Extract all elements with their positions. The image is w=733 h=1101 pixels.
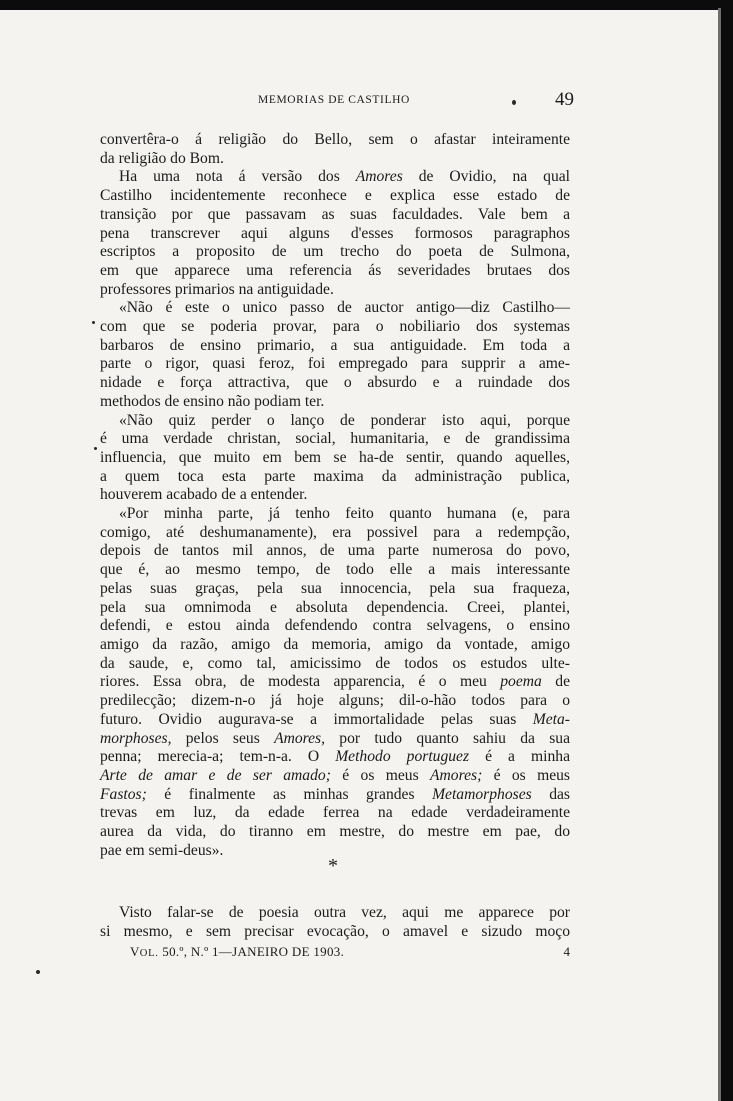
text-fragment: transição por que passavam as suas faculdades. Vale bem a [100, 205, 570, 223]
text-fragment: futuro. Ovidio augurava-se a immortalidade pelas suas [100, 710, 533, 728]
scan-border-shadow [718, 8, 721, 1101]
text-fragment: «Não quiz perder o lanço de ponderar isto aqui, porque [119, 411, 570, 429]
text-line [100, 225, 570, 244]
text-line [100, 318, 570, 337]
text-line [100, 580, 570, 599]
scan-border-right [721, 0, 733, 1101]
text-fragment: houverem acabado de a entender. [100, 486, 308, 504]
text-fragment: convertêra-o á religião do Bello, sem o afastar inteiramente [100, 131, 570, 148]
section-separator: * [328, 855, 338, 877]
page-header [100, 91, 578, 117]
text-line [100, 449, 570, 468]
sheet-number: 4 [563, 944, 570, 959]
text-fragment: trevas em luz, da edade ferrea na edade verdadeiramente [100, 804, 570, 822]
text-fragment: riores. Essa obra, de modesta apparencia, é o meu [100, 673, 501, 691]
text-line [100, 923, 570, 942]
text-fragment: pelos seus [171, 729, 275, 747]
text-fragment: pelas suas graças, pela sua innocencia, pela sua fraqueza, [100, 579, 570, 597]
text-fragment: é os meus [330, 766, 430, 784]
text-fragment: pena transcrever aqui alguns d'esses formosos paragraphos [100, 224, 570, 242]
text-fragment: parte o rigor, quasi feroz, foi empregado para supprir a ame- [100, 355, 570, 373]
text-line [100, 355, 570, 374]
text-fragment: comigo, até deshumanamente), era possivel para a redempção, [100, 523, 570, 541]
italic-text: Methodo portuguez [335, 748, 470, 766]
text-fragment: depois de tantos mil annos, de uma parte numerosa do povo, [100, 542, 570, 560]
text-line [100, 524, 570, 543]
text-line [100, 542, 570, 561]
text-line [100, 748, 570, 767]
text-line [100, 393, 570, 412]
text-line [100, 262, 570, 281]
text-line [100, 430, 570, 449]
text-fragment: penna; merecia-a; tem-n-a. O [100, 748, 336, 766]
italic-text: morphoses, [100, 729, 172, 747]
signature-rest: 50.º, N.º 1—JANEIRO DE 1903. [158, 944, 345, 959]
text-fragment: Visto falar-se de poesia outra vez, aqui me apparece por [119, 904, 570, 921]
italic-text: poema [500, 673, 542, 691]
text-fragment: da religião do Bom. [100, 149, 224, 167]
text-fragment: professores primarios na antiguidade. [100, 280, 334, 298]
text-fragment: Castilho incidentemente reconhece e explica esse estado de [100, 187, 570, 205]
text-fragment: si mesmo, e sem precisar evocação, o amavel e sizudo moço [100, 922, 570, 940]
text-line [100, 786, 570, 805]
running-title: MEMORIAS DE CASTILHO [258, 94, 410, 106]
text-fragment: em que apparece uma referencia ás severidades brutaes dos [100, 261, 570, 279]
text-line [100, 206, 570, 225]
text-line [100, 131, 570, 150]
text-fragment: defendi, e estou ainda defendendo contra selvagens, o ensino [100, 617, 570, 635]
text-fragment: pae em semi-deus». [100, 841, 224, 859]
text-fragment: predilecção; dizem-n-o já hoje alguns; dil-o-hão todos para o [100, 692, 570, 710]
text-line [100, 150, 570, 169]
text-line [100, 730, 570, 749]
italic-text: Amores, [274, 729, 326, 747]
text-line [100, 486, 570, 505]
text-fragment: de [541, 673, 570, 691]
text-fragment: é os meus [482, 766, 571, 784]
body-text [100, 131, 570, 860]
signature-smallcaps: OL. [139, 948, 159, 959]
text-line [100, 692, 570, 711]
ink-speck [36, 970, 40, 974]
text-line [100, 337, 570, 356]
text-line [100, 561, 570, 580]
text-fragment: escriptos a proposito de um trecho do poeta de Sulmona, [100, 243, 570, 261]
text-line [100, 617, 570, 636]
text-line [100, 281, 570, 300]
text-fragment: aurea da vida, do tiranno em mestre, do mestre em pae, do [100, 823, 570, 841]
text-fragment: é finalmente as minhas grandes [146, 785, 433, 803]
text-line [100, 374, 570, 393]
text-fragment: por tudo quanto sahiu da sua [325, 729, 571, 747]
scan-border-top [0, 0, 733, 10]
text-line [100, 299, 570, 318]
text-fragment: é uma verdade christan, social, humanitaria, e de grandissima [100, 430, 570, 448]
italic-text: Amores [355, 168, 403, 186]
text-fragment: da saude, e, como tal, amicissimo de todos os estudos ulte- [100, 654, 570, 672]
text-fragment: nidade e força attractiva, que o absurdo e a ruindade dos [100, 374, 570, 392]
italic-text: Arte de amar e de ser amado; [100, 766, 331, 784]
text-fragment: methodos de ensino não podiam ter. [100, 392, 325, 410]
text-line [100, 711, 570, 730]
text-line [100, 187, 570, 206]
text-line [100, 823, 570, 842]
page-number: 49 [555, 89, 574, 110]
text-line [100, 243, 570, 262]
ink-speck [94, 447, 97, 450]
text-fragment: «Por minha parte, já tenho feito quanto humana (e, para [119, 505, 570, 523]
signature-prefix: V [130, 944, 140, 959]
text-fragment: Ha uma nota á versão dos [119, 168, 356, 186]
text-line [100, 599, 570, 618]
text-line [100, 673, 570, 692]
text-line [100, 904, 570, 923]
text-fragment: é a minha [469, 748, 571, 766]
italic-text: Meta- [532, 710, 570, 728]
text-line [100, 767, 570, 786]
text-line [100, 412, 570, 431]
text-line [100, 168, 570, 187]
italic-text: Amores; [430, 766, 483, 784]
text-fragment: influencia, que muito em bem se ha-de sentir, quando aquelles, [100, 448, 570, 466]
text-fragment: a quem toca esta parte maxima da administração publica, [100, 467, 570, 485]
text-fragment: que é, ao mesmo tempo, de todo elle a mais interessante [100, 561, 570, 579]
text-line [100, 505, 570, 524]
text-fragment: barbaros de ensino primario, a sua antiguidade. Em toda a [100, 336, 570, 354]
text-fragment: pela sua omnimoda e absoluta dependencia. Creei, plantei, [100, 598, 570, 616]
text-fragment: «Não é este o unico passo de auctor antigo—diz Castilho— [119, 299, 570, 317]
text-fragment: das [531, 785, 570, 803]
text-line [100, 655, 570, 674]
ink-speck [92, 321, 95, 324]
text-line [100, 636, 570, 655]
text-fragment: amigo da razão, amigo da memoria, amigo da vontade, amigo [100, 635, 570, 653]
italic-text: Fastos; [100, 785, 147, 803]
closing-text [100, 904, 570, 941]
text-fragment: de Ovidio, na qual [402, 168, 570, 186]
italic-text: Metamorphoses [432, 785, 532, 803]
text-line [100, 804, 570, 823]
signature-line [130, 944, 344, 960]
text-line [100, 468, 570, 487]
text-fragment: com que se poderia provar, para o nobiliario dos systemas [100, 318, 570, 336]
